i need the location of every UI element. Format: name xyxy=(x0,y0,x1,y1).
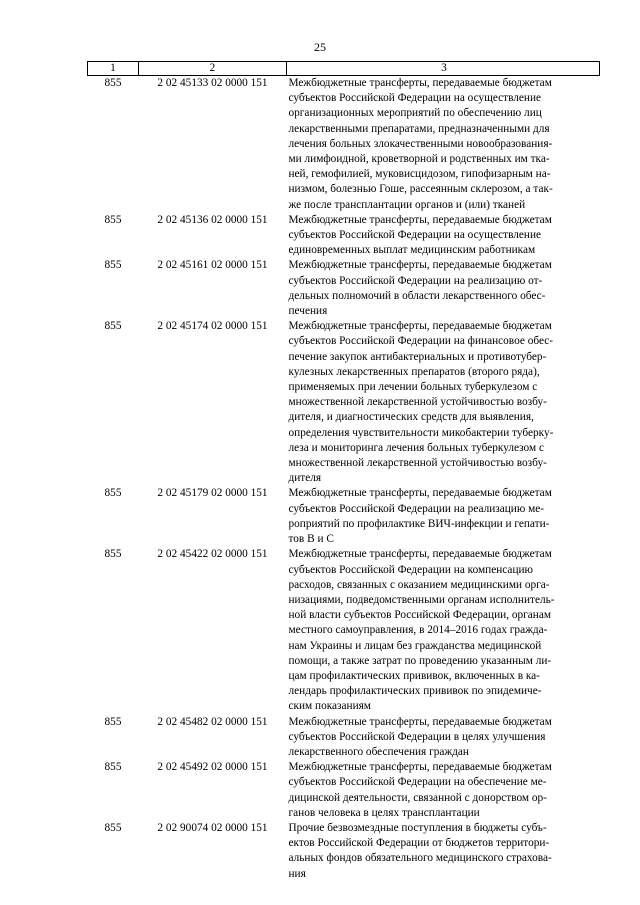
description-line: цам профилактических прививок, включенных в ка- xyxy=(288,669,540,682)
description-cell xyxy=(287,760,600,821)
description-line: организационных мероприятий по обеспечению лиц xyxy=(288,107,542,120)
description-cell xyxy=(287,715,600,761)
description-line: печения xyxy=(288,305,328,318)
description-line: ектов Российской Федерации от бюджетов территори- xyxy=(288,837,550,850)
admin-code-cell: 855 xyxy=(104,259,122,272)
description-line: субъектов Российской Федерации на осуществление xyxy=(288,229,542,242)
description-line: же после трансплантации органов и (или) тканей xyxy=(288,198,526,211)
description-line: тов B и C xyxy=(288,533,334,546)
description-line: леза и мониторинга лечения больных туберкулезом с xyxy=(288,441,544,454)
description-line: лендарь профилактических прививок по эпидемиче- xyxy=(288,685,542,698)
description-line: субъектов Российской Федерации на осуществление xyxy=(288,92,542,105)
description-line: расходов, связанных с оказанием медицинскими орга- xyxy=(288,578,550,591)
description-cell xyxy=(287,213,600,259)
description-line: дителя xyxy=(288,472,322,485)
description-line: ским показаниям xyxy=(288,700,371,713)
description-cell xyxy=(287,258,600,319)
description-line: лекарственными препаратами, предназначенными для xyxy=(288,122,550,135)
kbk-code-cell: 2 02 90074 02 0000 151 xyxy=(157,821,268,834)
header-column-3: 3 xyxy=(287,62,600,76)
budget-codes-table xyxy=(87,61,600,882)
description-cell xyxy=(287,821,600,882)
table-row xyxy=(88,213,600,259)
description-line: субъектов Российской Федерации на обеспечение ме- xyxy=(288,776,547,789)
header-column-2: 2 xyxy=(139,62,287,76)
table-row xyxy=(88,547,600,714)
description-line: местного самоуправления, в 2014–2016 годах гражда- xyxy=(288,624,548,637)
kbk-code-cell: 2 02 45133 02 0000 151 xyxy=(157,77,268,89)
admin-code-cell: 855 xyxy=(104,548,122,561)
admin-code-cell: 855 xyxy=(104,213,122,226)
admin-code-cell: 855 xyxy=(104,821,122,834)
admin-code-cell: 855 xyxy=(104,715,122,728)
page-number: 25 xyxy=(314,40,326,54)
description-line: ганов человека в целях трансплантации xyxy=(288,806,480,819)
table-row xyxy=(88,715,600,761)
kbk-code-cell: 2 02 45174 02 0000 151 xyxy=(157,320,268,333)
description-line: помощи, а также затрат по проведению указанным ли- xyxy=(288,654,552,667)
table-row xyxy=(88,821,600,882)
kbk-code-cell: 2 02 45179 02 0000 151 xyxy=(157,487,268,500)
description-line: определения чувствительности микобактерии туберку- xyxy=(288,426,554,439)
description-line: ней, гемофилией, муковисцидозом, гипофизарным на- xyxy=(288,168,551,181)
description-line: дителя, и диагностических средств для выявления, xyxy=(288,411,534,424)
description-line: Межбюджетные трансферты, передаваемые бюджетам xyxy=(288,715,552,728)
description-line: ния xyxy=(288,867,306,880)
table-body xyxy=(88,76,600,882)
description-line: дельных полномочий в области лекарственного обес- xyxy=(288,289,546,302)
description-line: кулезных лекарственных препаратов (второго ряда), xyxy=(288,365,540,378)
kbk-code-cell: 2 02 45482 02 0000 151 xyxy=(157,715,268,728)
description-line: Межбюджетные трансферты, передаваемые бюджетам xyxy=(288,259,552,272)
description-cell xyxy=(287,547,600,714)
table-row xyxy=(88,76,600,213)
description-line: альных фондов обязательного медицинского страхова- xyxy=(288,852,552,865)
description-line: субъектов Российской Федерации на финансовое обес- xyxy=(288,335,554,348)
description-cell xyxy=(287,486,600,547)
description-line: субъектов Российской Федерации на реализацию от- xyxy=(288,274,543,287)
table-row xyxy=(88,258,600,319)
description-cell xyxy=(287,76,600,213)
admin-code-cell: 855 xyxy=(104,77,122,89)
description-line: субъектов Российской Федерации на реализацию ме- xyxy=(288,502,545,515)
header-column-1: 1 xyxy=(88,62,139,76)
table-row xyxy=(88,319,600,486)
description-line: единовременных выплат медицинским работникам xyxy=(288,244,536,257)
description-line: Межбюджетные трансферты, передаваемые бюджетам xyxy=(288,320,552,333)
description-line: Межбюджетные трансферты, передаваемые бюджетам xyxy=(288,77,552,89)
description-line: печение закупок антибактериальных и противотубер- xyxy=(288,350,547,363)
admin-code-cell: 855 xyxy=(104,487,122,500)
kbk-code-cell: 2 02 45422 02 0000 151 xyxy=(157,548,268,561)
description-line: роприятий по профилактике ВИЧ-инфекции и гепати- xyxy=(288,517,550,530)
kbk-code-cell: 2 02 45161 02 0000 151 xyxy=(157,259,268,272)
description-line: множественной лекарственной устойчивостью возбу- xyxy=(288,457,547,470)
description-line: низациями, подведомственными органам исполнитель- xyxy=(288,593,555,606)
description-line: субъектов Российской Федерации на компенсацию xyxy=(288,563,533,576)
kbk-code-cell: 2 02 45492 02 0000 151 xyxy=(157,761,268,774)
description-line: Межбюджетные трансферты, передаваемые бюджетам xyxy=(288,487,552,500)
description-line: Прочие безвозмездные поступления в бюджеты субъ- xyxy=(288,821,547,834)
kbk-code-cell: 2 02 45136 02 0000 151 xyxy=(157,213,268,226)
description-line: низмом, болезнью Гоше, рассеянным склерозом, а так- xyxy=(288,183,553,196)
admin-code-cell: 855 xyxy=(104,320,122,333)
header-row xyxy=(88,62,600,76)
table-row xyxy=(88,760,600,821)
description-line: Межбюджетные трансферты, передаваемые бюджетам xyxy=(288,213,552,226)
description-line: нам Украины и лицам без гражданства медицинской xyxy=(288,639,542,652)
description-line: ми лимфоидной, кроветворной и родственных им тка- xyxy=(288,153,550,166)
description-line: лечения больных злокачественными новообразования- xyxy=(288,137,553,150)
description-line: Межбюджетные трансферты, передаваемые бюджетам xyxy=(288,548,552,561)
description-line: субъектов Российской Федерации в целях улучшения xyxy=(288,730,546,743)
description-line: применяемых при лечении больных туберкулезом с xyxy=(288,381,538,394)
table-row xyxy=(88,486,600,547)
admin-code-cell: 855 xyxy=(104,761,122,774)
description-line: ной власти субъектов Российской Федерации, органам xyxy=(288,609,551,622)
description-line: дицинской деятельности, связанной с донорством ор- xyxy=(288,791,547,804)
description-line: лекарственного обеспечения граждан xyxy=(288,745,469,758)
description-cell xyxy=(287,319,600,486)
description-line: Межбюджетные трансферты, передаваемые бюджетам xyxy=(288,761,552,774)
table-header xyxy=(88,62,600,76)
description-line: множественной лекарственной устойчивостью возбу- xyxy=(288,396,547,409)
